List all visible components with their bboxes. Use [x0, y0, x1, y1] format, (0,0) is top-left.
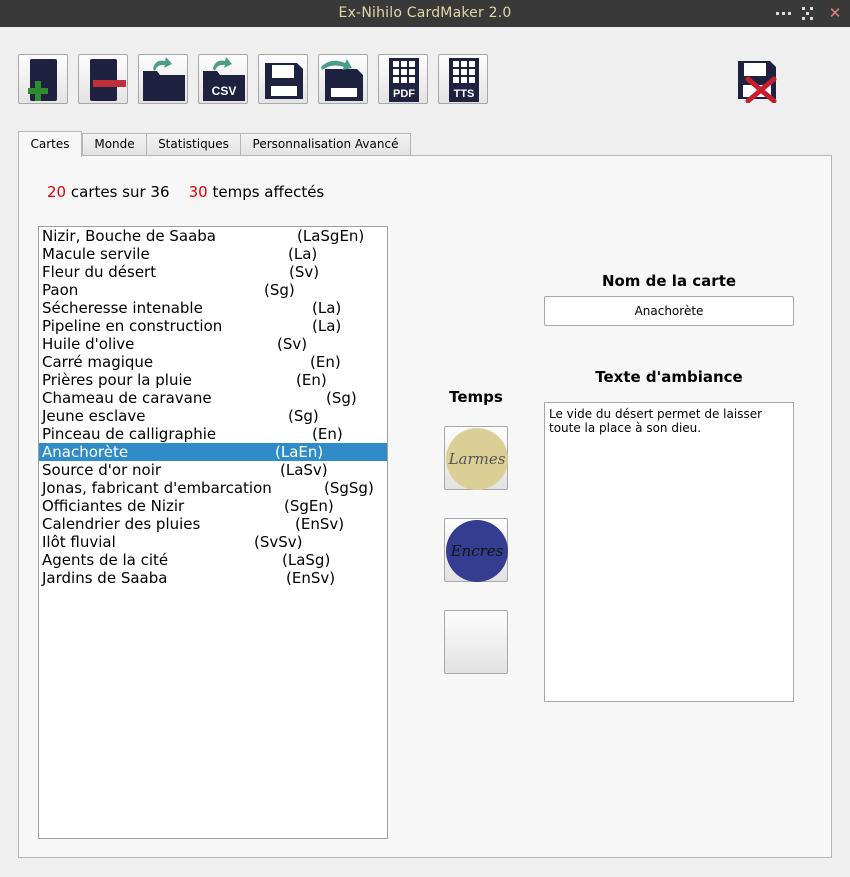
quit-without-saving-button[interactable] [734, 57, 780, 103]
remove-card-button[interactable] [78, 54, 128, 104]
card-name-input[interactable]: Anachorète [544, 296, 794, 326]
temps-slot-2-button[interactable] [444, 518, 508, 582]
card-list-item-name: Ilôt fluvial [42, 533, 116, 551]
card-list-item[interactable] [39, 551, 387, 569]
card-list-item-code: (En) [312, 425, 343, 443]
card-list-item-name: Jonas, fabricant d'embarcation [42, 479, 272, 497]
more-options-icon[interactable] [775, 4, 793, 22]
card-list-item[interactable] [39, 407, 387, 425]
card-list-item-code: (La) [312, 299, 342, 317]
tts-icon [439, 55, 489, 105]
card-list-item-code: (LaEn) [275, 443, 324, 461]
export-pdf-button[interactable] [378, 54, 428, 104]
card-list-item-name: Officiantes de Nizir [42, 497, 185, 515]
card-list-item-code: (SvSv) [254, 533, 303, 551]
card-list-item-code: (LaSgEn) [297, 227, 365, 245]
card-list-item[interactable] [39, 569, 387, 587]
card-list-item[interactable] [39, 317, 387, 335]
discard-save-icon [734, 57, 780, 103]
card-list-item-code: (LaSg) [282, 551, 331, 569]
save-icon [259, 55, 309, 105]
maximize-icon[interactable] [800, 4, 818, 22]
temps-count: 30 [188, 183, 208, 201]
temps-larmes-token: Larmes [446, 428, 508, 490]
card-list-item-name: Prières pour la pluie [42, 371, 192, 389]
card-name-label: Nom de la carte [601, 272, 737, 290]
card-list-item[interactable] [39, 425, 387, 443]
card-list-item[interactable] [39, 245, 387, 263]
card-list-item-name: Jardins de Saaba [42, 569, 168, 587]
card-list-item-code: (Sv) [289, 263, 320, 281]
card-list-item-code: (La) [288, 245, 318, 263]
card-list-item[interactable] [39, 281, 387, 299]
card-list-item-name: Chameau de caravane [42, 389, 212, 407]
card-list-item-name: Huile d'olive [42, 335, 135, 353]
card-list-item-code: (Sv) [277, 335, 308, 353]
temps-label: Temps [449, 388, 503, 406]
card-list-item-code: (SgSg) [324, 479, 374, 497]
tab-cartes[interactable]: Cartes [18, 131, 82, 157]
window-title: Ex-Nihilo CardMaker 2.0 [338, 5, 512, 21]
open-folder-icon [139, 55, 189, 105]
card-list-item-code: (Sg) [326, 389, 357, 407]
card-list-item-code: (Sg) [288, 407, 319, 425]
tab-personnalisation[interactable]: Personnalisation Avancé [240, 133, 411, 156]
card-list-item-name: Nizir, Bouche de Saaba [42, 227, 216, 245]
card-list-item-code: (SgEn) [284, 497, 334, 515]
card-list-item-name: Pinceau de calligraphie [42, 425, 217, 443]
card-list-item[interactable] [39, 443, 387, 461]
card-list-item-name: Paon [42, 281, 79, 299]
save-as-button[interactable] [318, 54, 368, 104]
import-csv-button[interactable] [198, 54, 248, 104]
card-list-item[interactable] [39, 479, 387, 497]
ambiance-text-label: Texte d'ambiance [595, 368, 743, 386]
card-list-item-code: (En) [296, 371, 327, 389]
assignment-summary [47, 183, 324, 201]
card-list-item-code: (EnSv) [295, 515, 345, 533]
csv-text: CSV [211, 84, 237, 98]
export-tts-button[interactable] [438, 54, 488, 104]
card-list-item-name: Macule servile [42, 245, 150, 263]
card-list-item-name: Calendrier des pluies [42, 515, 201, 533]
temps-slot-1-button[interactable] [444, 426, 508, 490]
card-list-item-name: Jeune esclave [42, 407, 146, 425]
card-list-item[interactable] [39, 389, 387, 407]
card-list-item[interactable] [39, 353, 387, 371]
card-list-item-name: Fleur du désert [42, 263, 157, 281]
add-card-button[interactable] [18, 54, 68, 104]
tab-monde[interactable]: Monde [82, 133, 147, 156]
add-card-icon [19, 55, 69, 105]
tab-statistiques[interactable]: Statistiques [146, 133, 241, 156]
temps-count-label: temps affectés [212, 183, 325, 201]
open-folder-button[interactable] [138, 54, 188, 104]
card-list-item[interactable] [39, 227, 387, 245]
cards-count-label: cartes sur 36 [70, 183, 170, 201]
pdf-icon [379, 55, 429, 105]
remove-card-icon [79, 55, 129, 105]
card-list-item-name: Pipeline en construction [42, 317, 223, 335]
save-as-icon [319, 55, 369, 105]
card-list-item[interactable] [39, 515, 387, 533]
save-button[interactable] [258, 54, 308, 104]
card-list-item[interactable] [39, 497, 387, 515]
close-window-icon[interactable]: ✕ [828, 4, 842, 22]
card-list-item[interactable] [39, 371, 387, 389]
card-list-item[interactable] [39, 461, 387, 479]
tts-text: TTS [453, 88, 475, 100]
card-list-item-name: Carré magique [42, 353, 154, 371]
card-list-item-code: (Sg) [264, 281, 295, 299]
card-list-item[interactable] [39, 299, 387, 317]
card-list[interactable] [38, 226, 388, 839]
temps-encres-token: Encres [446, 520, 508, 582]
pdf-text: PDF [393, 88, 415, 100]
cards-count: 20 [47, 183, 67, 201]
card-list-item[interactable] [39, 335, 387, 353]
import-csv-icon [199, 55, 249, 105]
title-bar [0, 0, 850, 27]
card-list-item-code: (LaSv) [280, 461, 328, 479]
card-list-item-name: Anachorète [42, 443, 129, 461]
card-list-item-name: Source d'or noir [42, 461, 162, 479]
temps-slot-3-button[interactable] [444, 610, 508, 674]
ambiance-text-area[interactable]: Le vide du désert permet de laisser toute la place à son dieu. [544, 402, 794, 702]
card-list-item[interactable] [39, 263, 387, 281]
card-list-item-code: (En) [310, 353, 341, 371]
card-list-item[interactable] [39, 533, 387, 551]
card-list-item-code: (La) [312, 317, 342, 335]
card-list-item-name: Sécheresse intenable [42, 299, 203, 317]
card-list-item-name: Agents de la cité [42, 551, 169, 569]
card-list-item-code: (EnSv) [286, 569, 336, 587]
